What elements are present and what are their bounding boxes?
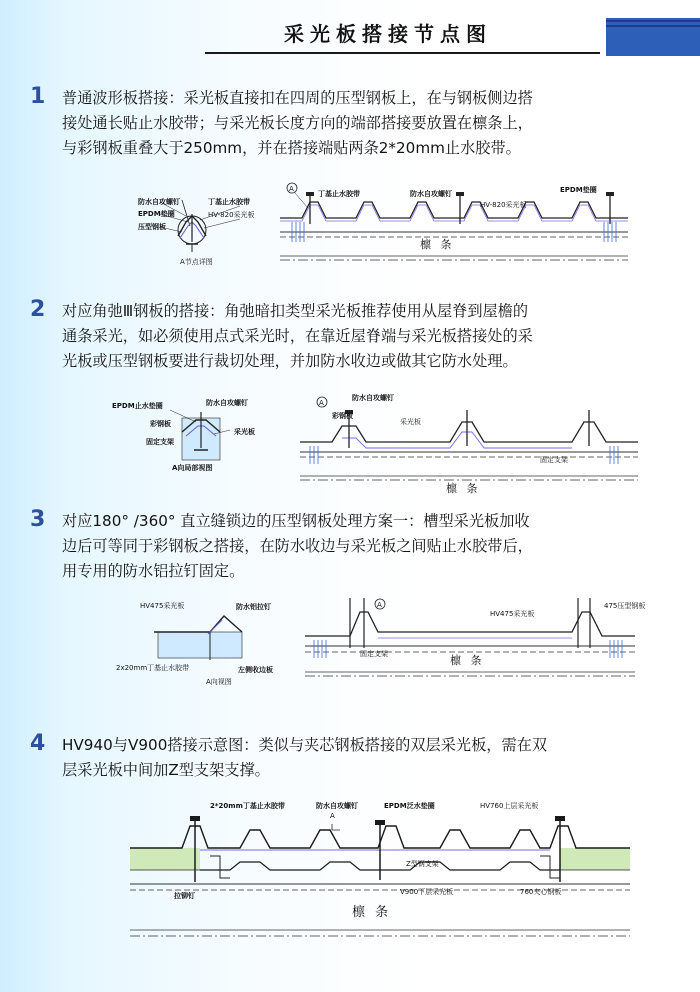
section-text [62, 509, 533, 584]
label: EPDM泛水垫圈 [384, 802, 435, 810]
label: 防水自攻螺钉 [352, 394, 394, 402]
text-line: 边后可等同于彩钢板之搭接，在防水收边与采光板之间贴止水胶带后， [62, 537, 533, 555]
purlin-label: 檩 条 [446, 482, 481, 495]
section-number: 4 [30, 731, 46, 756]
text-line: 与彩钢板重叠大于250mm，并在搭接端贴两条2*20mm止水胶带。 [62, 139, 521, 157]
caption: A向视图 [206, 678, 232, 686]
label: HV760上层采光板 [480, 802, 539, 810]
section-text [62, 299, 533, 374]
purlin-label: 檩 条 [420, 238, 455, 251]
label: 防水自攻螺钉 [410, 190, 452, 198]
purlin-label: 檩 条 [450, 654, 485, 667]
section-diagram [130, 801, 630, 936]
label: HV475采光板 [140, 602, 185, 610]
section-3-diagrams [110, 592, 655, 692]
label: EPDM垫圈 [560, 186, 597, 194]
label: 彩钢板 [332, 412, 353, 420]
section-1-diagrams [120, 180, 640, 275]
label: 2*20mm丁基止水胶带 [210, 802, 285, 810]
detail-diagram [112, 398, 255, 472]
label: 固定支架 [146, 438, 174, 446]
label: 防水自攻螺钉 [138, 198, 180, 206]
text-line: 接处通长贴止水胶带；与采光板长度方向的端部搭接要放置在檩条上， [62, 114, 533, 132]
detail-diagram [116, 601, 273, 686]
section-number: 3 [30, 507, 46, 532]
caption: A节点详图 [180, 258, 213, 266]
label: 475压型钢板 [604, 602, 646, 610]
label: EPDM垫圈 [138, 210, 175, 218]
label: 采光板 [234, 428, 255, 436]
label: 760夹心钢板 [520, 888, 562, 896]
detail-diagram [138, 197, 255, 266]
section-2-diagrams [110, 390, 650, 495]
title-underline [205, 52, 600, 54]
text-line: 用专用的防水铝拉钉固定。 [62, 562, 245, 580]
label: 采光板 [400, 418, 421, 426]
text-line: 层采光板中间加Z型支架支撑。 [62, 761, 270, 779]
label: EPDM止水垫圈 [112, 402, 163, 410]
purlin-label: 檩 条 [352, 905, 392, 920]
label: 拉铆钉 [174, 892, 195, 900]
label: 防水自攻螺钉 [206, 399, 248, 407]
page-title: 采光板搭接节点图 [284, 22, 492, 46]
label: HV-820采光板 [480, 201, 527, 209]
section-diagram [305, 598, 645, 676]
label: 固定支架 [360, 650, 388, 658]
marker: A [377, 601, 382, 609]
label: 2x20mm丁基止水胶带 [116, 664, 190, 672]
label: 丁基止水胶带 [208, 198, 250, 206]
text-line: 光板或压型钢板要进行裁切处理，并加防水收边或做其它防水处理。 [62, 352, 518, 370]
text-line: HV940与V900搭接示意图：类似与夹芯钢板搭接的双层采光板，需在双 [62, 736, 548, 754]
section-text [62, 733, 547, 783]
section-4-diagram [120, 790, 640, 955]
marker: A [289, 185, 294, 193]
section-text [62, 86, 533, 161]
caption: A向局部视图 [172, 464, 213, 472]
label: V900下层采光板 [400, 888, 454, 896]
text-line: 对应180° /360° 直立缝锁边的压型钢板处理方案一：槽型采光板加收 [62, 512, 530, 530]
label: 左侧收边板 [238, 666, 273, 674]
section-number: 1 [30, 84, 46, 109]
label: HV-820采光板 [208, 211, 255, 219]
text-line: 普通波形板搭接：采光板直接扣在四周的压型钢板上，在与钢板侧边搭 [62, 89, 533, 107]
label: 丁基止水胶带 [318, 190, 360, 198]
text-line: 通条采光，如必须使用点式采光时，在靠近屋脊端与采光板搭接处的采 [62, 327, 533, 345]
section-number: 2 [30, 297, 46, 322]
text-line: 对应角弛Ⅲ钢板的搭接：角弛暗扣类型采光板推荐使用从屋脊到屋檐的 [62, 302, 529, 320]
title-accent-block [606, 18, 700, 56]
label: HV475采光板 [490, 610, 535, 618]
section-diagram [280, 183, 628, 260]
label: Z型钢支架 [406, 860, 439, 868]
label: 压型钢板 [138, 223, 166, 231]
marker: A [319, 399, 324, 407]
marker: A [330, 812, 335, 820]
label: 固定支架 [540, 456, 568, 464]
label: 防水铝拉钉 [236, 603, 271, 611]
label: 彩钢板 [150, 420, 171, 428]
label: 防水自攻螺钉 [316, 802, 358, 810]
section-diagram [300, 393, 638, 495]
